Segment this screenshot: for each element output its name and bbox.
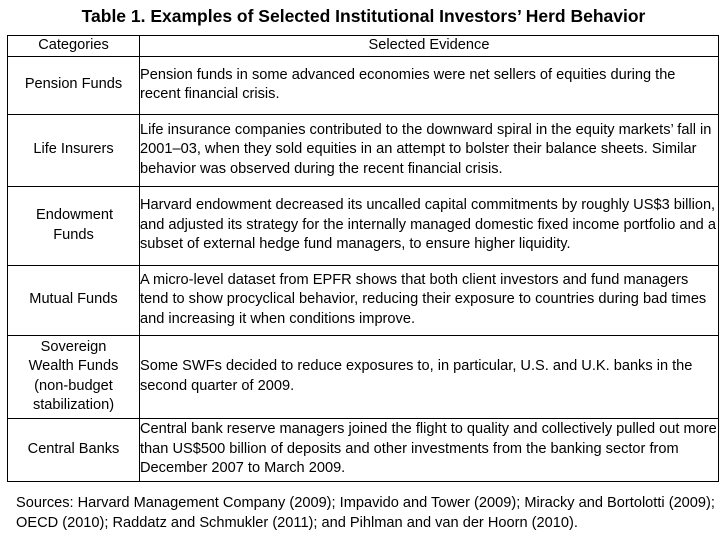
table-row (8, 186, 719, 265)
category-cell: Life Insurers (8, 114, 140, 186)
category-cell: Pension Funds (8, 56, 140, 114)
evidence-cell: Harvard endowment decreased its uncalled capital commitments by roughly US$3 billion, and adjusted its strategy for the internally managed domestic fixed income portfolio and a subset of external hedge fund managers, to ensure higher liquidity. (140, 186, 719, 265)
category-cell: Sovereign Wealth Funds (non-budget stabilization) (8, 335, 140, 418)
table-row (8, 418, 719, 481)
evidence-cell: Pension funds in some advanced economies were net sellers of equities during the recent financial crisis. (140, 56, 719, 114)
column-header-selected-evidence: Selected Evidence (140, 36, 719, 57)
table-header-row (8, 36, 719, 57)
column-header-categories: Categories (8, 36, 140, 57)
evidence-cell: Some SWFs decided to reduce exposures to, in particular, U.S. and U.K. banks in the second quarter of 2009. (140, 335, 719, 418)
evidence-cell: A micro-level dataset from EPFR shows that both client investors and fund managers tend to show procyclical behavior, reducing their exposure to countries during bad times and increasing it when conditions improve. (140, 265, 719, 335)
evidence-cell: Life insurance companies contributed to the downward spiral in the equity markets’ fall in 2001–03, when they sold equities in an attempt to bolster their balance sheets. Similar behavior was observed during the recent financial crisis. (140, 114, 719, 186)
table-row (8, 265, 719, 335)
table-row (8, 56, 719, 114)
herd-behavior-table (7, 35, 719, 482)
table-row (8, 114, 719, 186)
table-row (8, 335, 719, 418)
table-title: Table 1. Examples of Selected Institutional Investors’ Herd Behavior (81, 6, 646, 26)
sources-note: Sources: Harvard Management Company (2009); Impavido and Tower (2009); Miracky and Bortolotti (2009); OECD (2010); Raddatz and Schmukler (2011); and Pihlman and van der Hoorn (2010). (16, 495, 715, 531)
category-cell: Mutual Funds (8, 265, 140, 335)
category-cell: Central Banks (8, 418, 140, 481)
category-cell: Endowment Funds (8, 186, 140, 265)
evidence-cell: Central bank reserve managers joined the flight to quality and collectively pulled out more than US$500 billion of deposits and other investments from the banking sector from December 2007 to March 2009. (140, 418, 719, 481)
